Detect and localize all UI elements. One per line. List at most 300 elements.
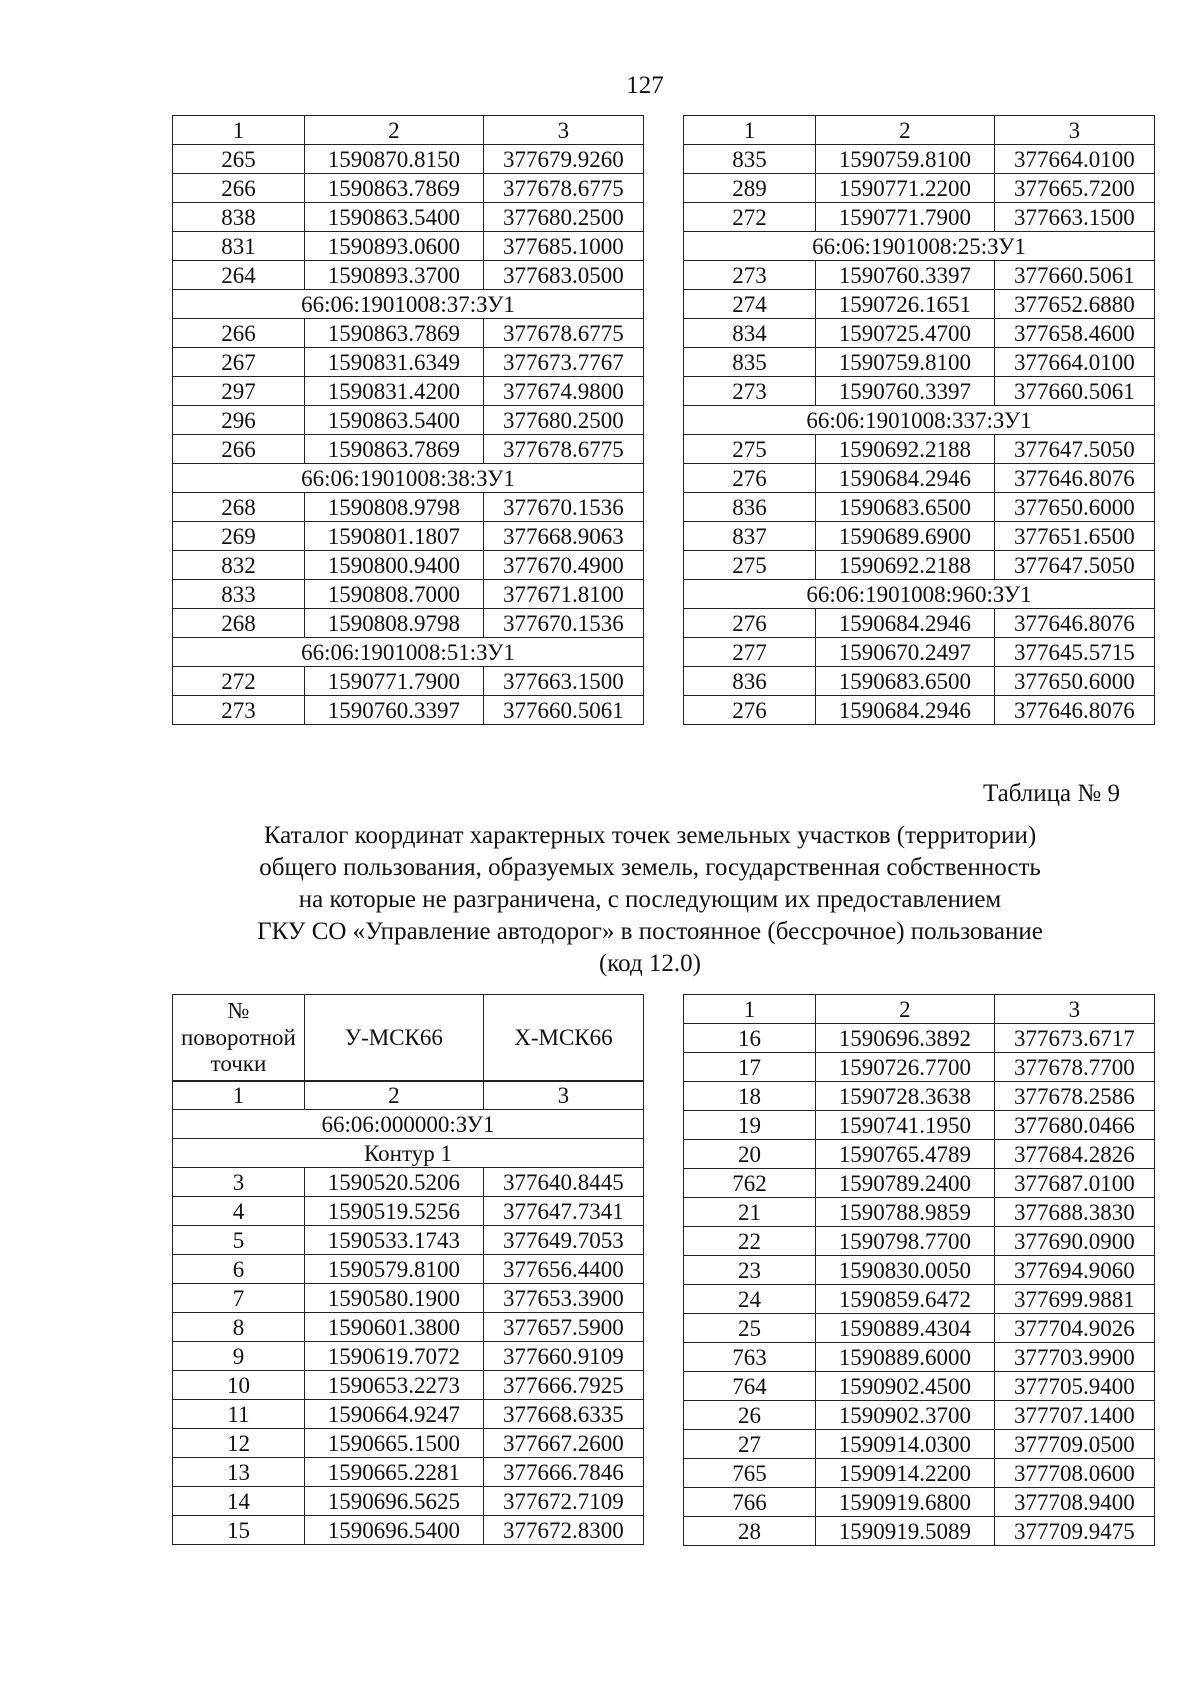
point-number-cell: 272 [684, 203, 816, 232]
x-coordinate-cell: 377685.1000 [483, 232, 643, 261]
point-number-cell: 18 [684, 1082, 816, 1111]
top-left-coordinates-table [172, 115, 644, 725]
point-number-cell: 11 [173, 1400, 305, 1429]
point-number-cell: 837 [684, 522, 816, 551]
column-number-cell: 2 [304, 116, 483, 145]
x-coordinate-cell: 377680.2500 [483, 203, 643, 232]
table-row [684, 1111, 1155, 1140]
parcel-id-cell: Контур 1 [173, 1139, 644, 1168]
parcel-id-cell: 66:06:1901008:960:ЗУ1 [684, 580, 1155, 609]
y-coordinate-cell: 1590789.2400 [815, 1169, 994, 1198]
table-row [684, 1430, 1155, 1459]
point-number-cell: 24 [684, 1285, 816, 1314]
x-coordinate-cell: 377671.8100 [483, 580, 643, 609]
table-row [684, 203, 1155, 232]
point-number-cell: 266 [173, 319, 305, 348]
table-row [173, 1197, 644, 1226]
column-number-cell: 1 [173, 1081, 305, 1110]
y-coordinate-cell: 1590863.5400 [304, 406, 483, 435]
column-number-cell: 2 [815, 995, 994, 1024]
point-number-cell: 20 [684, 1140, 816, 1169]
y-coordinate-cell: 1590692.2188 [815, 435, 994, 464]
point-number-cell: 272 [173, 667, 305, 696]
y-coordinate-cell: 1590919.5089 [815, 1517, 994, 1546]
point-number-cell: 13 [173, 1458, 305, 1487]
point-number-cell: 276 [684, 464, 816, 493]
point-number-cell: 5 [173, 1226, 305, 1255]
x-coordinate-cell: 377665.7200 [994, 174, 1154, 203]
table-row [684, 667, 1155, 696]
table-row [173, 377, 644, 406]
y-coordinate-cell: 1590902.4500 [815, 1372, 994, 1401]
point-number-cell: 289 [684, 174, 816, 203]
caption-line: ГКУ СО «Управление автодорог» в постоянное (бессрочное) пользование [257, 918, 1043, 945]
y-coordinate-cell: 1590771.7900 [815, 203, 994, 232]
y-coordinate-cell: 1590601.3800 [304, 1313, 483, 1342]
x-coordinate-cell: 377653.3900 [483, 1284, 643, 1313]
table-row [173, 1371, 644, 1400]
x-coordinate-cell: 377704.9026 [994, 1314, 1154, 1343]
column-number-cell: 3 [994, 995, 1154, 1024]
point-number-cell: 12 [173, 1429, 305, 1458]
parcel-id-cell: 66:06:000000:ЗУ1 [173, 1110, 644, 1139]
point-number-cell: 276 [684, 609, 816, 638]
point-number-cell: 297 [173, 377, 305, 406]
x-coordinate-cell: 377709.9475 [994, 1517, 1154, 1546]
x-coordinate-cell: 377647.5050 [994, 551, 1154, 580]
x-coordinate-cell: 377647.7341 [483, 1197, 643, 1226]
point-number-cell: 268 [173, 609, 305, 638]
x-coordinate-cell: 377699.9881 [994, 1285, 1154, 1314]
y-coordinate-cell: 1590870.8150 [304, 145, 483, 174]
table-row [173, 609, 644, 638]
y-coordinate-cell: 1590902.3700 [815, 1401, 994, 1430]
point-number-cell: 8 [173, 1313, 305, 1342]
point-number-cell: 273 [684, 377, 816, 406]
y-coordinate-cell: 1590580.1900 [304, 1284, 483, 1313]
point-number-cell: 766 [684, 1488, 816, 1517]
table-row [173, 1342, 644, 1371]
x-coordinate-cell: 377709.0500 [994, 1430, 1154, 1459]
x-coordinate-cell: 377668.9063 [483, 522, 643, 551]
y-coordinate-cell: 1590893.0600 [304, 232, 483, 261]
y-coordinate-cell: 1590831.6349 [304, 348, 483, 377]
y-coordinate-cell: 1590684.2946 [815, 464, 994, 493]
top-right-coordinates-table [683, 115, 1155, 725]
table-row [684, 1256, 1155, 1285]
parcel-section-row [684, 580, 1155, 609]
y-coordinate-cell: 1590653.2273 [304, 1371, 483, 1400]
x-coordinate-cell: 377640.8445 [483, 1168, 643, 1197]
table-row [173, 435, 644, 464]
y-coordinate-cell: 1590808.9798 [304, 493, 483, 522]
point-number-cell: 22 [684, 1227, 816, 1256]
table-row [173, 203, 644, 232]
y-coordinate-cell: 1590760.3397 [304, 696, 483, 725]
y-coordinate-cell: 1590771.7900 [304, 667, 483, 696]
page-number: 127 [626, 72, 664, 99]
table-row [173, 174, 644, 203]
x-coordinate-cell: 377678.7700 [994, 1053, 1154, 1082]
x-coordinate-cell: 377646.8076 [994, 464, 1154, 493]
x-coordinate-cell: 377679.9260 [483, 145, 643, 174]
y-coordinate-cell: 1590800.9400 [304, 551, 483, 580]
y-coordinate-cell: 1590696.5625 [304, 1487, 483, 1516]
column-number-cell: 3 [483, 116, 643, 145]
y-coordinate-cell: 1590579.8100 [304, 1255, 483, 1284]
table-row [173, 580, 644, 609]
table-row [684, 1227, 1155, 1256]
point-number-cell: 275 [684, 435, 816, 464]
y-coordinate-cell: 1590683.6500 [815, 493, 994, 522]
x-coordinate-cell: 377708.0600 [994, 1459, 1154, 1488]
column-number-cell: 1 [173, 116, 305, 145]
x-coordinate-cell: 377694.9060 [994, 1256, 1154, 1285]
parcel-section-row [173, 638, 644, 667]
y-coordinate-cell: 1590801.1807 [304, 522, 483, 551]
x-coordinate-cell: 377707.1400 [994, 1401, 1154, 1430]
point-number-cell: 275 [684, 551, 816, 580]
column-number-row [684, 995, 1155, 1024]
x-coordinate-cell: 377660.5061 [994, 377, 1154, 406]
point-number-cell: 765 [684, 1459, 816, 1488]
point-number-cell: 764 [684, 1372, 816, 1401]
y-coordinate-cell: 1590760.3397 [815, 377, 994, 406]
parcel-id-cell: 66:06:1901008:37:ЗУ1 [173, 290, 644, 319]
point-number-cell: 17 [684, 1053, 816, 1082]
caption-line: Каталог координат характерных точек земельных участков (территории) [263, 822, 1037, 849]
table-row [173, 406, 644, 435]
point-number-cell: 16 [684, 1024, 816, 1053]
table-row [684, 1314, 1155, 1343]
point-number-cell: 27 [684, 1430, 816, 1459]
point-number-cell: 10 [173, 1371, 305, 1400]
y-coordinate-cell: 1590863.5400 [304, 203, 483, 232]
column-number-cell: 3 [483, 1081, 643, 1110]
x-coordinate-cell: 377708.9400 [994, 1488, 1154, 1517]
x-coordinate-cell: 377687.0100 [994, 1169, 1154, 1198]
table-row [173, 319, 644, 348]
x-coordinate-cell: 377660.5061 [994, 261, 1154, 290]
table-row [173, 1168, 644, 1197]
parcel-id-cell: 66:06:1901008:337:ЗУ1 [684, 406, 1155, 435]
x-coordinate-cell: 377703.9900 [994, 1343, 1154, 1372]
table-row [684, 174, 1155, 203]
y-coordinate-cell: 1590859.6472 [815, 1285, 994, 1314]
point-number-cell: 269 [173, 522, 305, 551]
table-row [684, 1024, 1155, 1053]
table-row [684, 377, 1155, 406]
point-number-cell: 266 [173, 435, 305, 464]
table-row [684, 522, 1155, 551]
x-coordinate-cell: 377649.7053 [483, 1226, 643, 1255]
x-coordinate-cell: 377658.4600 [994, 319, 1154, 348]
point-number-cell: 832 [173, 551, 305, 580]
y-coordinate-cell: 1590684.2946 [815, 609, 994, 638]
x-coordinate-cell: 377650.6000 [994, 667, 1154, 696]
table-label: Таблица № 9 [982, 780, 1120, 807]
y-coordinate-cell: 1590726.1651 [815, 290, 994, 319]
y-coordinate-cell: 1590808.7000 [304, 580, 483, 609]
table-row [173, 551, 644, 580]
parcel-section-row [684, 406, 1155, 435]
y-coordinate-cell: 1590520.5206 [304, 1168, 483, 1197]
point-number-cell: 268 [173, 493, 305, 522]
table-row [684, 1169, 1155, 1198]
table-row [684, 261, 1155, 290]
table-caption [150, 820, 1150, 980]
parcel-id-cell: 66:06:1901008:25:ЗУ1 [684, 232, 1155, 261]
y-coordinate-cell: 1590919.6800 [815, 1488, 994, 1517]
y-coordinate-cell: 1590798.7700 [815, 1227, 994, 1256]
point-number-cell: 835 [684, 348, 816, 377]
x-coordinate-cell: 377674.9800 [483, 377, 643, 406]
x-coordinate-cell: 377670.4900 [483, 551, 643, 580]
x-coordinate-cell: 377660.5061 [483, 696, 643, 725]
table-row [173, 348, 644, 377]
point-number-cell: 14 [173, 1487, 305, 1516]
table-row [684, 1343, 1155, 1372]
x-coordinate-cell: 377690.0900 [994, 1227, 1154, 1256]
point-number-cell: 763 [684, 1343, 816, 1372]
point-number-cell: 296 [173, 406, 305, 435]
y-coordinate-cell: 1590760.3397 [815, 261, 994, 290]
x-coordinate-cell: 377670.1536 [483, 493, 643, 522]
parcel-id-cell: 66:06:1901008:51:ЗУ1 [173, 638, 644, 667]
y-coordinate-cell: 1590808.9798 [304, 609, 483, 638]
parcel-section-row [684, 232, 1155, 261]
y-coordinate-cell: 1590664.9247 [304, 1400, 483, 1429]
column-number-row [684, 116, 1155, 145]
column-number-cell: 2 [815, 116, 994, 145]
y-coordinate-cell: 1590728.3638 [815, 1082, 994, 1111]
header-point-number: № поворотной точки [173, 995, 305, 1082]
y-coordinate-cell: 1590696.3892 [815, 1024, 994, 1053]
x-coordinate-cell: 377657.5900 [483, 1313, 643, 1342]
table-row [173, 1487, 644, 1516]
y-coordinate-cell: 1590665.2281 [304, 1458, 483, 1487]
x-coordinate-cell: 377663.1500 [483, 667, 643, 696]
y-coordinate-cell: 1590889.6000 [815, 1343, 994, 1372]
parcel-id-cell: 66:06:1901008:38:ЗУ1 [173, 464, 644, 493]
y-coordinate-cell: 1590759.8100 [815, 145, 994, 174]
x-coordinate-cell: 377647.5050 [994, 435, 1154, 464]
x-coordinate-cell: 377684.2826 [994, 1140, 1154, 1169]
table-row [173, 696, 644, 725]
parcel-section-row [173, 290, 644, 319]
point-number-cell: 28 [684, 1517, 816, 1546]
x-coordinate-cell: 377678.6775 [483, 174, 643, 203]
table-row [684, 348, 1155, 377]
table-row [173, 1429, 644, 1458]
table-row [684, 290, 1155, 319]
table-row [173, 1226, 644, 1255]
table-row [684, 319, 1155, 348]
point-number-cell: 265 [173, 145, 305, 174]
table-row [684, 493, 1155, 522]
header-y-msk66: У-МСК66 [304, 995, 483, 1082]
x-coordinate-cell: 377678.6775 [483, 435, 643, 464]
x-coordinate-cell: 377688.3830 [994, 1198, 1154, 1227]
y-coordinate-cell: 1590670.2497 [815, 638, 994, 667]
caption-line: на которые не разграничена, с последующим их предоставлением [298, 886, 1002, 913]
parcel-section-row [173, 464, 644, 493]
x-coordinate-cell: 377645.5715 [994, 638, 1154, 667]
point-number-cell: 7 [173, 1284, 305, 1313]
table-row [684, 1198, 1155, 1227]
y-coordinate-cell: 1590831.4200 [304, 377, 483, 406]
y-coordinate-cell: 1590726.7700 [815, 1053, 994, 1082]
bottom-left-header-table [172, 994, 644, 1082]
y-coordinate-cell: 1590759.8100 [815, 348, 994, 377]
point-number-cell: 23 [684, 1256, 816, 1285]
point-number-cell: 3 [173, 1168, 305, 1197]
table-row [684, 145, 1155, 174]
table-row [684, 1401, 1155, 1430]
table-row [173, 667, 644, 696]
column-number-cell: 1 [684, 995, 816, 1024]
point-number-cell: 276 [684, 696, 816, 725]
table-row [684, 1140, 1155, 1169]
y-coordinate-cell: 1590689.6900 [815, 522, 994, 551]
x-coordinate-cell: 377673.7767 [483, 348, 643, 377]
table-row [173, 1458, 644, 1487]
y-coordinate-cell: 1590519.5256 [304, 1197, 483, 1226]
point-number-cell: 835 [684, 145, 816, 174]
point-number-cell: 833 [173, 580, 305, 609]
point-number-cell: 21 [684, 1198, 816, 1227]
y-coordinate-cell: 1590533.1743 [304, 1226, 483, 1255]
table-row [684, 609, 1155, 638]
column-number-row [173, 1081, 644, 1110]
point-number-cell: 834 [684, 319, 816, 348]
point-number-cell: 838 [173, 203, 305, 232]
point-number-cell: 25 [684, 1314, 816, 1343]
point-number-cell: 4 [173, 1197, 305, 1226]
point-number-cell: 26 [684, 1401, 816, 1430]
x-coordinate-cell: 377667.2600 [483, 1429, 643, 1458]
x-coordinate-cell: 377660.9109 [483, 1342, 643, 1371]
table-row [173, 1313, 644, 1342]
x-coordinate-cell: 377678.6775 [483, 319, 643, 348]
table-row [173, 1516, 644, 1545]
y-coordinate-cell: 1590863.7869 [304, 319, 483, 348]
x-coordinate-cell: 377673.6717 [994, 1024, 1154, 1053]
table-row [173, 1284, 644, 1313]
point-number-cell: 267 [173, 348, 305, 377]
point-number-cell: 264 [173, 261, 305, 290]
table-row [173, 1255, 644, 1284]
point-number-cell: 19 [684, 1111, 816, 1140]
y-coordinate-cell: 1590692.2188 [815, 551, 994, 580]
x-coordinate-cell: 377680.2500 [483, 406, 643, 435]
y-coordinate-cell: 1590619.7072 [304, 1342, 483, 1371]
x-coordinate-cell: 377663.1500 [994, 203, 1154, 232]
x-coordinate-cell: 377678.2586 [994, 1082, 1154, 1111]
x-coordinate-cell: 377650.6000 [994, 493, 1154, 522]
point-number-cell: 831 [173, 232, 305, 261]
point-number-cell: 836 [684, 667, 816, 696]
table-row [173, 522, 644, 551]
table-row [684, 1488, 1155, 1517]
point-number-cell: 277 [684, 638, 816, 667]
point-number-cell: 9 [173, 1342, 305, 1371]
point-number-cell: 6 [173, 1255, 305, 1284]
y-coordinate-cell: 1590771.2200 [815, 174, 994, 203]
parcel-section-row [173, 1110, 644, 1139]
y-coordinate-cell: 1590683.6500 [815, 667, 994, 696]
x-coordinate-cell: 377683.0500 [483, 261, 643, 290]
table-row [173, 232, 644, 261]
table-row [684, 435, 1155, 464]
y-coordinate-cell: 1590914.0300 [815, 1430, 994, 1459]
table-row [684, 551, 1155, 580]
y-coordinate-cell: 1590830.0050 [815, 1256, 994, 1285]
table-row [684, 638, 1155, 667]
table-row [684, 696, 1155, 725]
x-coordinate-cell: 377651.6500 [994, 522, 1154, 551]
x-coordinate-cell: 377672.8300 [483, 1516, 643, 1545]
header-x-msk66: Х-МСК66 [483, 995, 643, 1082]
x-coordinate-cell: 377646.8076 [994, 609, 1154, 638]
bottom-left-coordinates-table [172, 1080, 644, 1545]
y-coordinate-cell: 1590665.1500 [304, 1429, 483, 1458]
y-coordinate-cell: 1590863.7869 [304, 174, 483, 203]
point-number-cell: 266 [173, 174, 305, 203]
column-number-row [173, 116, 644, 145]
y-coordinate-cell: 1590684.2946 [815, 696, 994, 725]
y-coordinate-cell: 1590889.4304 [815, 1314, 994, 1343]
x-coordinate-cell: 377705.9400 [994, 1372, 1154, 1401]
caption-line: (код 12.0) [598, 950, 702, 977]
x-coordinate-cell: 377656.4400 [483, 1255, 643, 1284]
y-coordinate-cell: 1590788.9859 [815, 1198, 994, 1227]
table-row [684, 1372, 1155, 1401]
table-row [684, 1285, 1155, 1314]
x-coordinate-cell: 377666.7846 [483, 1458, 643, 1487]
table-row [684, 1517, 1155, 1546]
column-number-cell: 3 [994, 116, 1154, 145]
y-coordinate-cell: 1590696.5400 [304, 1516, 483, 1545]
y-coordinate-cell: 1590863.7869 [304, 435, 483, 464]
table-row [684, 464, 1155, 493]
x-coordinate-cell: 377680.0466 [994, 1111, 1154, 1140]
table-row [173, 261, 644, 290]
table-row [684, 1053, 1155, 1082]
table-row [684, 1082, 1155, 1111]
x-coordinate-cell: 377670.1536 [483, 609, 643, 638]
y-coordinate-cell: 1590914.2200 [815, 1459, 994, 1488]
parcel-section-row [173, 1139, 644, 1168]
y-coordinate-cell: 1590725.4700 [815, 319, 994, 348]
x-coordinate-cell: 377652.6880 [994, 290, 1154, 319]
point-number-cell: 273 [173, 696, 305, 725]
column-number-cell: 1 [684, 116, 816, 145]
table-row [173, 145, 644, 174]
table-row [173, 493, 644, 522]
x-coordinate-cell: 377664.0100 [994, 145, 1154, 174]
x-coordinate-cell: 377664.0100 [994, 348, 1154, 377]
y-coordinate-cell: 1590765.4789 [815, 1140, 994, 1169]
table-row [684, 1459, 1155, 1488]
y-coordinate-cell: 1590893.3700 [304, 261, 483, 290]
y-coordinate-cell: 1590741.1950 [815, 1111, 994, 1140]
point-number-cell: 15 [173, 1516, 305, 1545]
column-number-cell: 2 [304, 1081, 483, 1110]
caption-line: общего пользования, образуемых земель, государственная собственность [259, 854, 1041, 881]
x-coordinate-cell: 377646.8076 [994, 696, 1154, 725]
table-row [173, 1400, 644, 1429]
